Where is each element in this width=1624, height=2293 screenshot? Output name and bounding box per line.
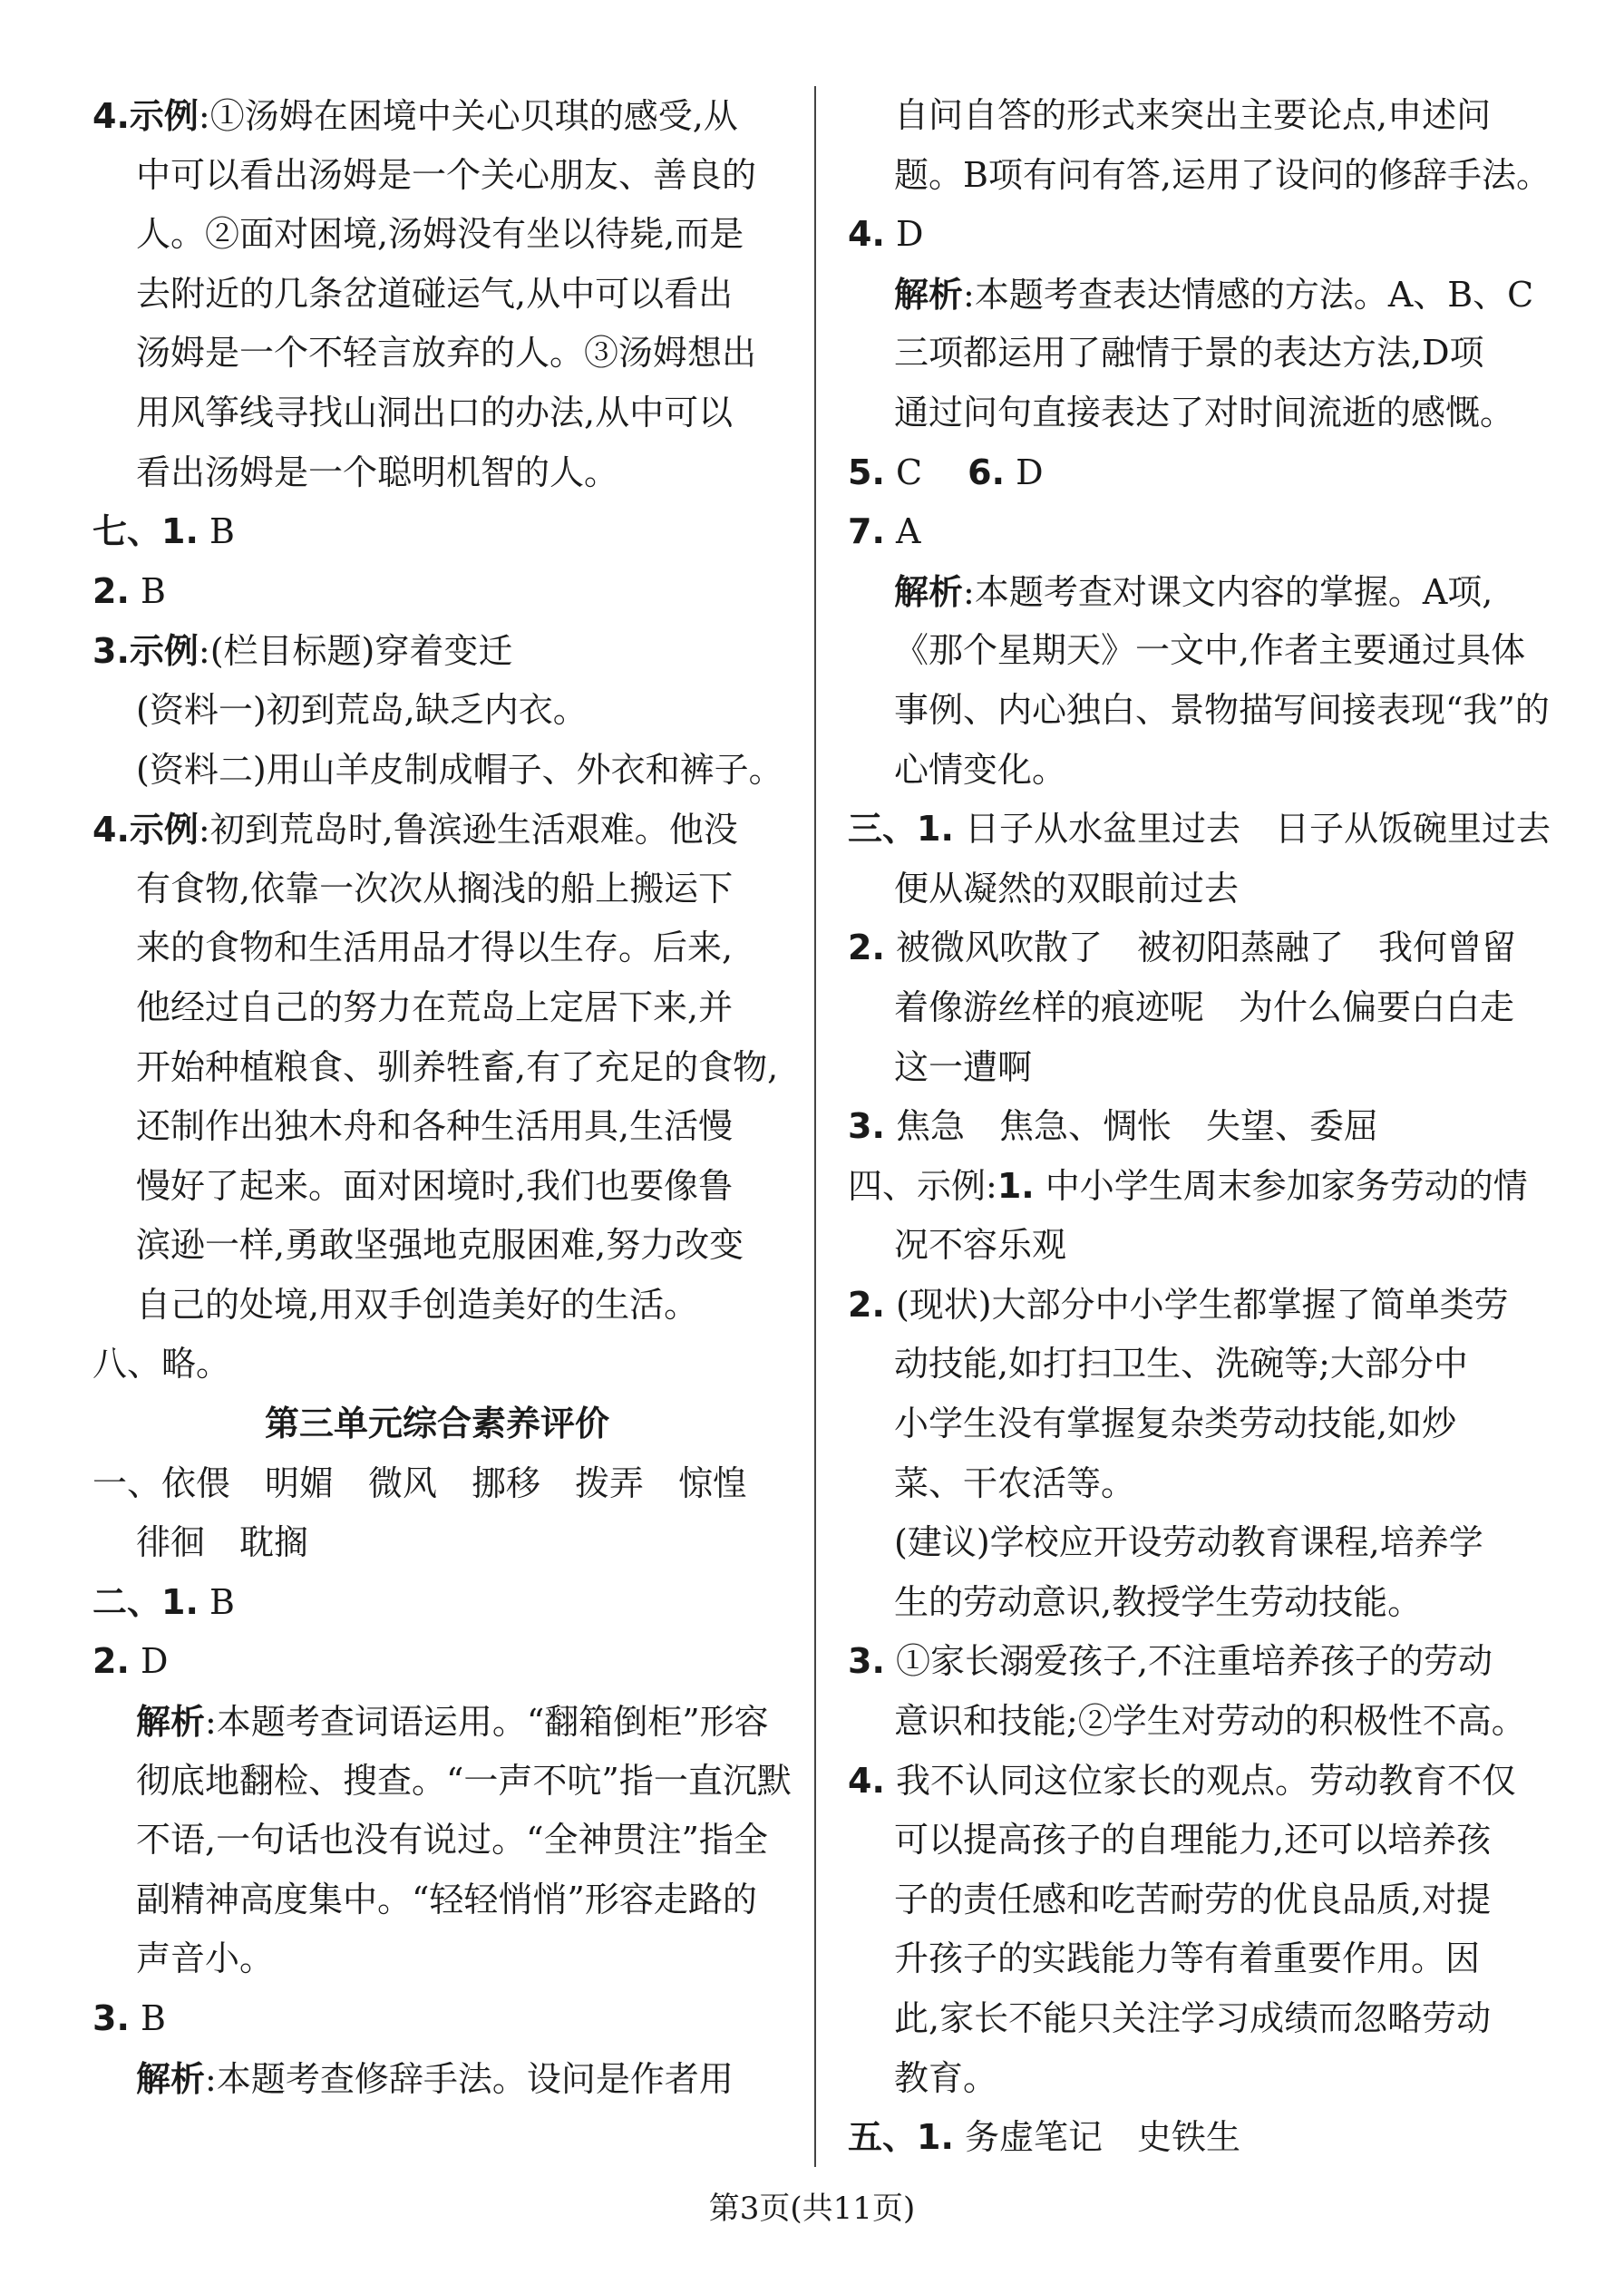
line-text: B [198, 511, 235, 552]
text-line [92, 502, 782, 562]
text-line [848, 1038, 1519, 1098]
text-line [848, 1752, 1519, 1812]
text-line [92, 1989, 782, 2049]
question-number: 三、1. [848, 809, 954, 850]
text-line [848, 1989, 1519, 2049]
text-line [92, 1335, 782, 1394]
text-line [848, 1573, 1519, 1633]
text-line [92, 86, 782, 146]
line-text: B [198, 1581, 235, 1622]
text-line [92, 443, 782, 503]
line-text: (现状)大部分中小学生都掌握了简单类劳 [884, 1284, 1509, 1325]
line-text: 我不认同这位家长的观点。劳动教育不仅 [884, 1760, 1516, 1801]
text-line [92, 621, 782, 681]
text-line [848, 1929, 1519, 1989]
text-line [92, 265, 782, 325]
text-line [92, 562, 782, 622]
line-text: 通过问句直接表达了对时间流逝的感慨。 [894, 392, 1515, 432]
text-line [848, 918, 1519, 978]
text-line [92, 205, 782, 265]
text-line [92, 800, 782, 860]
question-number: 3. [92, 1998, 130, 2038]
line-text: 务虚笔记 史铁生 [953, 2117, 1240, 2158]
line-text: :本题考查对课文内容的掌握。A项, [963, 571, 1493, 612]
text-line [92, 860, 782, 919]
line-text: 不语,一句话也没有说过。“全神贯注”指全 [136, 1820, 768, 1861]
line-text: 一、依偎 明媚 微风 挪移 拨弄 惊惶 [92, 1462, 748, 1503]
line-text: 声音小。 [136, 1938, 275, 1979]
question-number: 2. [92, 1641, 130, 1682]
text-line [848, 1811, 1519, 1870]
line-text: (资料二)用山羊皮制成帽子、外衣和裤子。 [136, 749, 783, 790]
text-line [848, 1335, 1519, 1394]
question-number: 6. [968, 452, 1006, 492]
line-text: 三项都运用了融情于景的表达方法,D项 [894, 333, 1484, 374]
line-text: 徘徊 耽搁 [136, 1522, 309, 1563]
text-line [848, 741, 1519, 801]
question-number: 4. [848, 1760, 885, 1801]
text-line [92, 1870, 782, 1930]
line-text: 看出汤姆是一个聪明机智的人。 [136, 452, 619, 492]
text-line [848, 146, 1551, 206]
line-text: :本题考查修辞手法。设问是作者用 [205, 2058, 734, 2099]
line-text: 意识和技能;②学生对劳动的积极性不高。 [894, 1701, 1526, 1742]
line-text: C [884, 452, 968, 492]
line-text: 四、示例: [848, 1165, 997, 1206]
line-text: 有食物,依靠一次次从搁浅的船上搬运下 [136, 868, 734, 908]
line-text: 彻底地翻检、搜查。“一声不吭”指一直沉默 [136, 1760, 792, 1801]
line-text: 心情变化。 [894, 749, 1067, 790]
text-line [92, 1216, 782, 1276]
text-line [92, 1573, 782, 1633]
line-text: :本题考查词语运用。“翻箱倒柜”形容 [205, 1702, 769, 1743]
question-number: 2. [848, 1284, 885, 1325]
text-line [92, 1632, 782, 1692]
text-line [92, 384, 782, 443]
line-text: 自问自答的形式来突出主要论点,申述问 [894, 95, 1492, 135]
line-text: 慢好了起来。面对困境时,我们也要像鲁 [136, 1165, 734, 1206]
text-line [848, 860, 1519, 919]
text-line [848, 2049, 1519, 2109]
text-line [92, 1276, 782, 1336]
line-text: 升孩子的实践能力等有着重要作用。因 [894, 1938, 1481, 1979]
line-text: (建议)学校应开设劳动教育课程,培养学 [894, 1522, 1483, 1563]
answer-label: 解析 [136, 1701, 206, 1743]
text-line [92, 1157, 782, 1217]
line-text: 便从凝然的双眼前过去 [894, 868, 1240, 908]
line-text: 生的劳动意识,教授学生劳动技能。 [894, 1581, 1423, 1622]
text-line [92, 324, 782, 384]
text-line [92, 1097, 782, 1157]
line-text: (资料一)初到荒岛,缺乏内衣。 [136, 689, 588, 730]
text-line [848, 1632, 1519, 1692]
text-line [848, 1216, 1519, 1276]
text-line [92, 1513, 782, 1573]
question-number: 3. [92, 631, 130, 672]
text-line [92, 1692, 782, 1752]
line-text: D [129, 1641, 169, 1682]
text-line [848, 1513, 1519, 1573]
line-text: 开始种植粮食、驯养牲畜,有了充足的食物, [136, 1046, 779, 1087]
text-line [848, 562, 1519, 622]
line-text: B [129, 570, 166, 611]
answer-label: 解析 [894, 570, 964, 612]
line-text: 事例、内心独白、景物描写间接表现“我”的 [894, 689, 1550, 730]
section-heading [92, 1394, 782, 1454]
text-line [92, 918, 782, 978]
line-text: 来的食物和生活用品才得以生存。后来, [136, 928, 734, 968]
line-text: :初到荒岛时,鲁滨逊生活艰难。他没 [198, 810, 738, 850]
question-number: 五、1. [848, 2117, 954, 2158]
line-text: 第三单元综合素养评价 [264, 1404, 609, 1444]
line-text: 可以提高孩子的自理能力,还可以培养孩 [894, 1820, 1492, 1861]
line-text: 自己的处境,用双手创造美好的生活。 [136, 1284, 699, 1325]
line-text: B [129, 1998, 166, 2038]
question-number: 1. [997, 1165, 1035, 1206]
text-line [848, 1276, 1519, 1336]
text-line [848, 1394, 1519, 1454]
text-line [92, 146, 782, 206]
text-line [848, 443, 1519, 503]
line-text: 菜、干农活等。 [894, 1462, 1136, 1503]
line-text: 题。B项有问有答,运用了设问的修辞手法。 [894, 154, 1551, 195]
line-text: 这一遭啊 [894, 1046, 1033, 1087]
answer-label: 示例 [129, 630, 199, 672]
text-line [92, 1454, 782, 1514]
line-text: :(栏目标题)穿着变迁 [198, 631, 513, 672]
line-text: 焦急 焦急、惆怅 失望、委屈 [884, 1106, 1378, 1147]
text-line [848, 1097, 1519, 1157]
line-text: 中可以看出汤姆是一个关心朋友、善良的 [136, 154, 757, 195]
line-text: 教育。 [894, 2057, 998, 2098]
answer-label: 示例 [129, 809, 199, 850]
line-text: 八、略。 [92, 1344, 231, 1385]
column-divider [814, 86, 816, 2167]
page-footer: 第3页(共11页) [708, 2191, 916, 2227]
question-number: 3. [848, 1641, 885, 1682]
line-text: 副精神高度集中。“轻轻悄悄”形容走路的 [136, 1879, 757, 1919]
question-number: 二、1. [92, 1581, 199, 1622]
line-text: 子的责任感和吃苦耐劳的优良品质,对提 [894, 1879, 1492, 1919]
question-number: 7. [848, 511, 885, 552]
question-number: 4. [92, 96, 130, 136]
answer-label: 解析 [136, 2057, 206, 2099]
text-line [92, 978, 782, 1038]
line-text: :①汤姆在困境中关心贝琪的感受,从 [198, 96, 738, 136]
line-text: 《那个星期天》一文中,作者主要通过具体 [894, 630, 1526, 671]
text-line [848, 1157, 1528, 1217]
question-number: 2. [848, 928, 885, 968]
line-text: 用风筝线寻找山洞出口的办法,从中可以 [136, 392, 734, 432]
text-line [848, 205, 1519, 265]
answer-label: 解析 [894, 273, 964, 315]
line-text: 汤姆是一个不轻言放弃的人。③汤姆想出 [136, 333, 757, 374]
text-line [848, 800, 1551, 860]
right-column [848, 86, 1551, 2168]
text-line [848, 86, 1519, 146]
text-line [848, 502, 1519, 562]
question-number: 5. [848, 452, 885, 492]
text-line [848, 1692, 1526, 1752]
line-text: 还制作出独木舟和各种生活用具,生活慢 [136, 1106, 734, 1147]
line-text: 着像游丝样的痕迹呢 为什么偏要白白走 [894, 986, 1515, 1027]
text-line [92, 681, 782, 741]
text-line [848, 621, 1526, 681]
line-text: D [1005, 452, 1044, 492]
answer-label: 示例 [129, 95, 199, 136]
line-text: 被微风吹散了 被初阳蒸融了 我何曾留 [884, 928, 1516, 968]
text-line [848, 1454, 1519, 1514]
question-number: 4. [848, 214, 885, 255]
text-line [848, 324, 1519, 384]
question-number: 4. [92, 810, 130, 850]
line-text: D [884, 214, 924, 255]
text-line [848, 978, 1519, 1038]
text-line [848, 1870, 1519, 1930]
text-line [92, 1929, 782, 1989]
line-text: 人。②面对困境,汤姆没有坐以待毙,而是 [136, 214, 744, 255]
text-line [92, 2049, 782, 2109]
text-line [848, 681, 1550, 741]
line-text: 日子从水盆里过去 日子从饭碗里过去 [953, 809, 1551, 850]
line-text: 况不容乐观 [894, 1225, 1067, 1266]
line-text: :本题考查表达情感的方法。A、B、C [963, 274, 1534, 315]
question-number: 七、1. [92, 511, 199, 552]
text-line [92, 1752, 792, 1812]
question-number: 2. [92, 570, 130, 611]
text-line [848, 384, 1519, 443]
line-text: 动技能,如打扫卫生、洗碗等;大部分中 [894, 1344, 1468, 1385]
line-text: 滨逊一样,勇敢坚强地克服困难,努力改变 [136, 1225, 744, 1266]
line-text: 小学生没有掌握复杂类劳动技能,如炒 [894, 1404, 1457, 1444]
text-line [848, 265, 1534, 325]
line-text: 他经过自己的努力在荒岛上定居下来,并 [136, 986, 734, 1027]
text-line [92, 1038, 782, 1098]
question-number: 3. [848, 1106, 885, 1147]
text-line [92, 1811, 782, 1870]
left-column [92, 86, 792, 2108]
text-line [92, 741, 782, 801]
line-text: 去附近的几条岔道碰运气,从中可以看出 [136, 273, 734, 314]
line-text: ①家长溺爱孩子,不注重培养孩子的劳动 [884, 1641, 1493, 1682]
line-text: 此,家长不能只关注学习成绩而忽略劳动 [894, 1998, 1492, 2038]
text-line [848, 2108, 1519, 2168]
line-text: 中小学生周末参加家务劳动的情 [1034, 1165, 1528, 1206]
line-text: A [884, 511, 921, 552]
